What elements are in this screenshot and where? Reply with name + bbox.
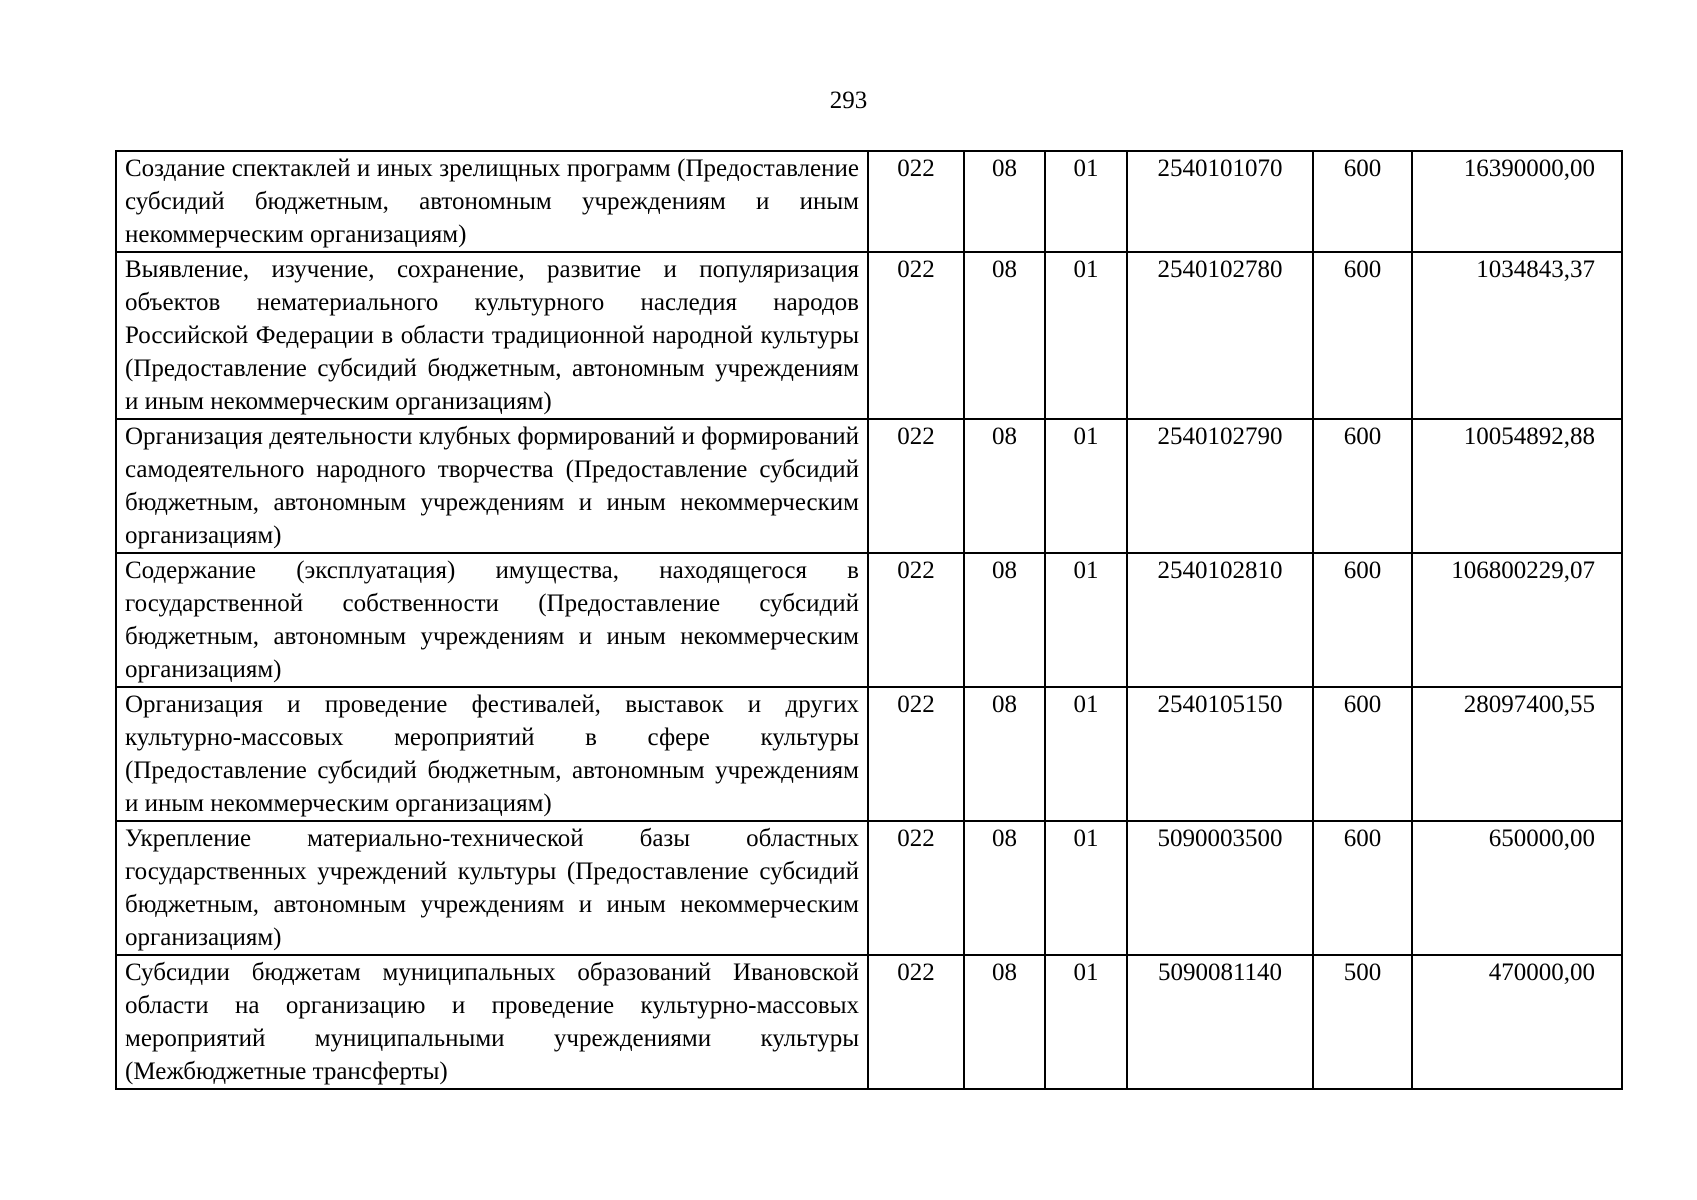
row-subsection-code: 01 xyxy=(1045,252,1127,419)
table-row xyxy=(116,419,1622,553)
row-subsection-code: 01 xyxy=(1045,419,1127,553)
row-target-item-code: 2540102790 xyxy=(1127,419,1313,553)
row-grbs-code: 022 xyxy=(868,955,964,1089)
row-expense-type-code: 600 xyxy=(1313,821,1412,955)
table-row xyxy=(116,687,1622,821)
row-expense-type-code: 600 xyxy=(1313,252,1412,419)
row-amount: 28097400,55 xyxy=(1412,687,1622,821)
row-section-code: 08 xyxy=(964,553,1045,687)
row-target-item-code: 2540101070 xyxy=(1127,151,1313,252)
row-target-item-code: 2540102780 xyxy=(1127,252,1313,419)
row-subsection-code: 01 xyxy=(1045,821,1127,955)
row-description: Создание спектаклей и иных зрелищных программ (Предоставление субсидий бюджетным, автономным учреждениям и иным некоммерческим организациям) xyxy=(116,151,868,252)
row-description: Субсидии бюджетам муниципальных образований Ивановской области на организацию и проведение культурно-массовых мероприятий муниципальными учреждениями культуры (Межбюджетные трансферты) xyxy=(116,955,868,1089)
row-grbs-code: 022 xyxy=(868,252,964,419)
row-grbs-code: 022 xyxy=(868,553,964,687)
row-grbs-code: 022 xyxy=(868,151,964,252)
row-target-item-code: 2540105150 xyxy=(1127,687,1313,821)
table-row xyxy=(116,821,1622,955)
row-expense-type-code: 500 xyxy=(1313,955,1412,1089)
row-subsection-code: 01 xyxy=(1045,687,1127,821)
row-description: Выявление, изучение, сохранение, развитие и популяризация объектов нематериального культурного наследия народов Российской Федерации в области традиционной народной культуры (Предоставление субсидий бюджетным, автономным учреждениям и иным некоммерческим организациям) xyxy=(116,252,868,419)
row-amount: 106800229,07 xyxy=(1412,553,1622,687)
row-description: Организация деятельности клубных формирований и формирований самодеятельного народного творчества (Предоставление субсидий бюджетным, автономным учреждениям и иным некоммерческим организациям) xyxy=(116,419,868,553)
table-row xyxy=(116,151,1622,252)
row-subsection-code: 01 xyxy=(1045,955,1127,1089)
row-section-code: 08 xyxy=(964,955,1045,1089)
table-row xyxy=(116,252,1622,419)
table-row xyxy=(116,553,1622,687)
row-amount: 1034843,37 xyxy=(1412,252,1622,419)
row-section-code: 08 xyxy=(964,821,1045,955)
row-target-item-code: 5090081140 xyxy=(1127,955,1313,1089)
row-expense-type-code: 600 xyxy=(1313,553,1412,687)
row-amount: 10054892,88 xyxy=(1412,419,1622,553)
row-description: Укрепление материально-технической базы областных государственных учреждений культуры (Предоставление субсидий бюджетным, автономным учреждениям и иным некоммерческим организациям) xyxy=(116,821,868,955)
row-description: Организация и проведение фестивалей, выставок и других культурно-массовых мероприятий в сфере культуры (Предоставление субсидий бюджетным, автономным учреждениям и иным некоммерческим организациям) xyxy=(116,687,868,821)
table-row xyxy=(116,955,1622,1089)
row-amount: 16390000,00 xyxy=(1412,151,1622,252)
row-expense-type-code: 600 xyxy=(1313,419,1412,553)
row-section-code: 08 xyxy=(964,419,1045,553)
row-grbs-code: 022 xyxy=(868,419,964,553)
row-amount: 650000,00 xyxy=(1412,821,1622,955)
row-description: Содержание (эксплуатация) имущества, находящегося в государственной собственности (Предоставление субсидий бюджетным, автономным учреждениям и иным некоммерческим организациям) xyxy=(116,553,868,687)
page-number: 293 xyxy=(829,87,868,114)
row-grbs-code: 022 xyxy=(868,821,964,955)
row-section-code: 08 xyxy=(964,151,1045,252)
row-target-item-code: 5090003500 xyxy=(1127,821,1313,955)
row-grbs-code: 022 xyxy=(868,687,964,821)
row-section-code: 08 xyxy=(964,252,1045,419)
row-amount: 470000,00 xyxy=(1412,955,1622,1089)
row-expense-type-code: 600 xyxy=(1313,151,1412,252)
row-subsection-code: 01 xyxy=(1045,553,1127,687)
budget-table xyxy=(115,150,1623,1090)
row-section-code: 08 xyxy=(964,687,1045,821)
row-target-item-code: 2540102810 xyxy=(1127,553,1313,687)
row-subsection-code: 01 xyxy=(1045,151,1127,252)
row-expense-type-code: 600 xyxy=(1313,687,1412,821)
